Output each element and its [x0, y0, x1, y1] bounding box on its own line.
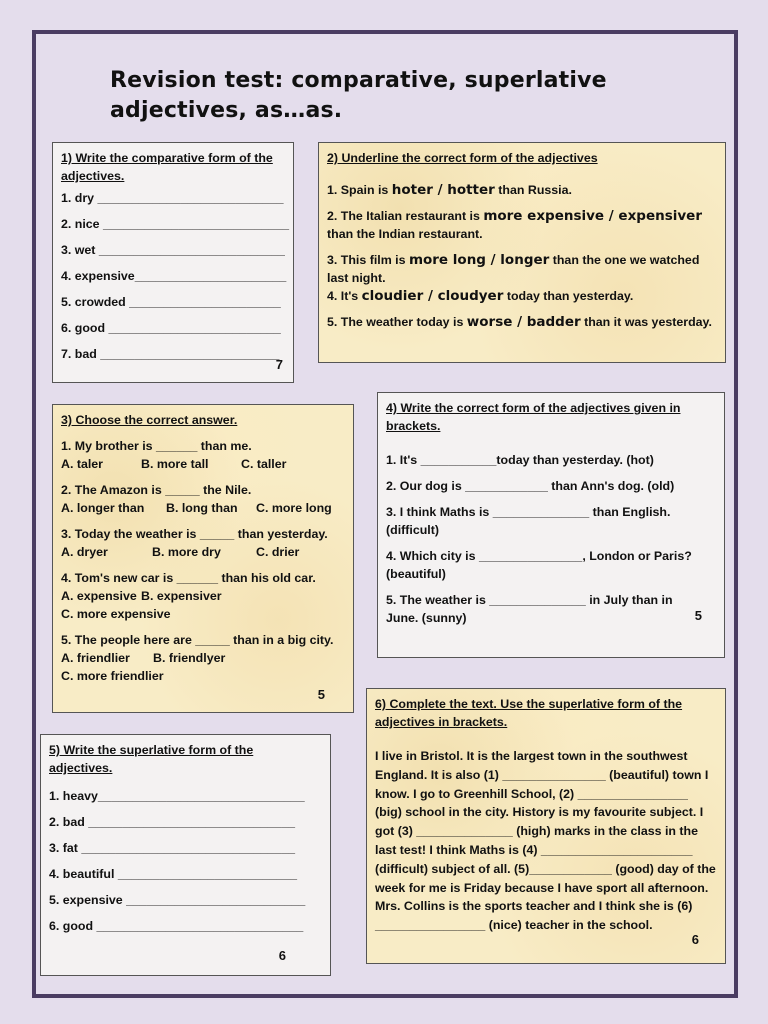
s2-q4-post: today than yesterday. — [503, 289, 634, 303]
s4-q3: 3. I think Maths is ______________ than English. (difficult) — [386, 505, 671, 537]
s3-q3-c: C. drier — [256, 545, 300, 559]
s5-score: 6 — [278, 948, 286, 963]
s2-q3-options: more long / longer — [408, 252, 550, 268]
s3-q3-a: A. dryer — [61, 545, 108, 559]
s3-score: 5 — [317, 687, 325, 702]
s3-q4-a: A. expensive — [61, 589, 137, 603]
section-4-box — [377, 392, 725, 658]
s2-q1-post: than Russia. — [494, 183, 572, 197]
s5-item-6: 6. good ______________________________ — [49, 919, 304, 933]
s3-q2-c: C. more long — [256, 501, 332, 515]
s3-q5-b: B. friendlyer — [153, 651, 226, 665]
section-5-box — [40, 734, 331, 976]
s5-item-4: 4. beautiful __________________________ — [49, 867, 298, 881]
section-2-heading: 2) Underline the correct form of the adjectives — [327, 151, 598, 165]
s4-score: 5 — [694, 608, 702, 623]
s4-q2: 2. Our dog is ____________ than Ann's dog. (old) — [386, 479, 675, 493]
title-line-1: Revision test: comparative, superlative — [110, 68, 607, 93]
s2-q1-options: hoter / hotter — [391, 182, 495, 198]
section-6-box — [366, 688, 726, 964]
s1-item-5: 5. crowded ______________________ — [61, 295, 281, 309]
s1-item-7: 7. bad __________________________ — [61, 347, 280, 361]
s3-q5: 5. The people here are _____ than in a big city. — [61, 633, 334, 647]
s2-q1 — [327, 181, 717, 199]
s6-passage: I live in Bristol. It is the largest town in the southwest England. It is also (1) _______________ (beautiful) town I know. I go to Greenhill School, (2) ________________ (big) school in the city. History is my favourite subject. I got (3) ______________ (high) marks in the class in the last test! I think Maths is (4) ______________________ (difficult) subject of all. (5)____________ (good) day of the week for me is Friday because I have sport all afternoon. Mrs. Collins is the sports teacher and I think she is (6) ________________ (nice) teacher in the school. — [375, 749, 716, 933]
s1-item-3: 3. wet ___________________________ — [61, 243, 285, 257]
s3-q1-c: C. taller — [241, 457, 287, 471]
s3-q4-c: C. more expensive — [61, 607, 171, 621]
section-2-box — [318, 142, 726, 363]
s3-q3-b: B. more dry — [152, 545, 221, 559]
s3-q4-b: B. expensiver — [141, 589, 222, 603]
s2-q4-pre: 4. It's — [327, 289, 362, 303]
s3-q2-a: A. longer than — [61, 501, 145, 515]
s3-q5-options — [61, 649, 345, 667]
s2-q2-options: more expensive / expensiver — [483, 208, 702, 224]
section-6-heading: 6) Complete the text. Use the superlative form of the adjectives in brackets. — [375, 697, 683, 729]
s3-q1-a: A. taler — [61, 457, 104, 471]
s2-q5 — [327, 313, 717, 331]
s3-q5-a: A. friendlier — [61, 651, 130, 665]
s3-q2-b: B. long than — [166, 501, 238, 515]
s3-q1-b: B. more tall — [141, 457, 209, 471]
s1-score: 7 — [275, 357, 283, 372]
s3-q2-options — [61, 499, 345, 517]
s5-item-5: 5. expensive __________________________ — [49, 893, 306, 907]
s2-q4 — [327, 287, 717, 305]
s4-q4: 4. Which city is _______________, London or Paris? (beautiful) — [386, 549, 692, 581]
s2-q2-pre: 2. The Italian restaurant is — [327, 209, 484, 223]
s2-q3-pre: 3. This film is — [327, 253, 409, 267]
s3-q3-options — [61, 543, 345, 561]
s3-q4: 4. Tom's new car is ______ than his old car. — [61, 571, 316, 585]
s2-q3 — [327, 251, 717, 287]
s2-q4-options: cloudier / cloudyer — [361, 288, 504, 304]
s2-q2-post: than the Indian restaurant. — [327, 227, 483, 241]
s5-item-2: 2. bad ______________________________ — [49, 815, 295, 829]
section-5-heading: 5) Write the superlative form of the adjectives. — [49, 743, 254, 775]
section-3-heading: 3) Choose the correct answer. — [61, 413, 238, 427]
s3-q1: 1. My brother is ______ than me. — [61, 439, 252, 453]
page-title — [110, 66, 670, 126]
s2-q5-pre: 5. The weather today is — [327, 315, 467, 329]
s1-item-4: 4. expensive______________________ — [61, 269, 287, 283]
s4-q5: 5. The weather is ______________ in July than in June. (sunny) — [386, 593, 673, 625]
s2-q5-options: worse / badder — [466, 314, 581, 330]
s3-q3: 3. Today the weather is _____ than yesterday. — [61, 527, 328, 541]
section-3-box — [52, 404, 354, 713]
s1-item-6: 6. good _________________________ — [61, 321, 281, 335]
s3-q1-options — [61, 455, 345, 473]
s6-score: 6 — [691, 932, 699, 947]
title-line-2: adjectives, as…as. — [110, 98, 343, 123]
s3-q2: 2. The Amazon is _____ the Nile. — [61, 483, 252, 497]
s3-q4-options — [61, 587, 345, 605]
s3-q5-c: C. more friendlier — [61, 669, 164, 683]
s1-item-1: 1. dry ___________________________ — [61, 191, 284, 205]
s2-q3-post: than the one we watched last night. — [327, 253, 700, 285]
section-1-heading: 1) Write the comparative form of the adjectives. — [61, 151, 273, 183]
s2-q1-pre: 1. Spain is — [327, 183, 392, 197]
s1-item-2: 2. nice ___________________________ — [61, 217, 290, 231]
s5-item-1: 1. heavy______________________________ — [49, 789, 305, 803]
section-4-heading: 4) Write the correct form of the adjectives given in brackets. — [386, 401, 681, 433]
s4-q1: 1. It's ___________today than yesterday. (hot) — [386, 453, 654, 467]
s2-q5-post: than it was yesterday. — [580, 315, 712, 329]
section-1-box — [52, 142, 294, 383]
s5-item-3: 3. fat _______________________________ — [49, 841, 295, 855]
s2-q2 — [327, 207, 717, 243]
